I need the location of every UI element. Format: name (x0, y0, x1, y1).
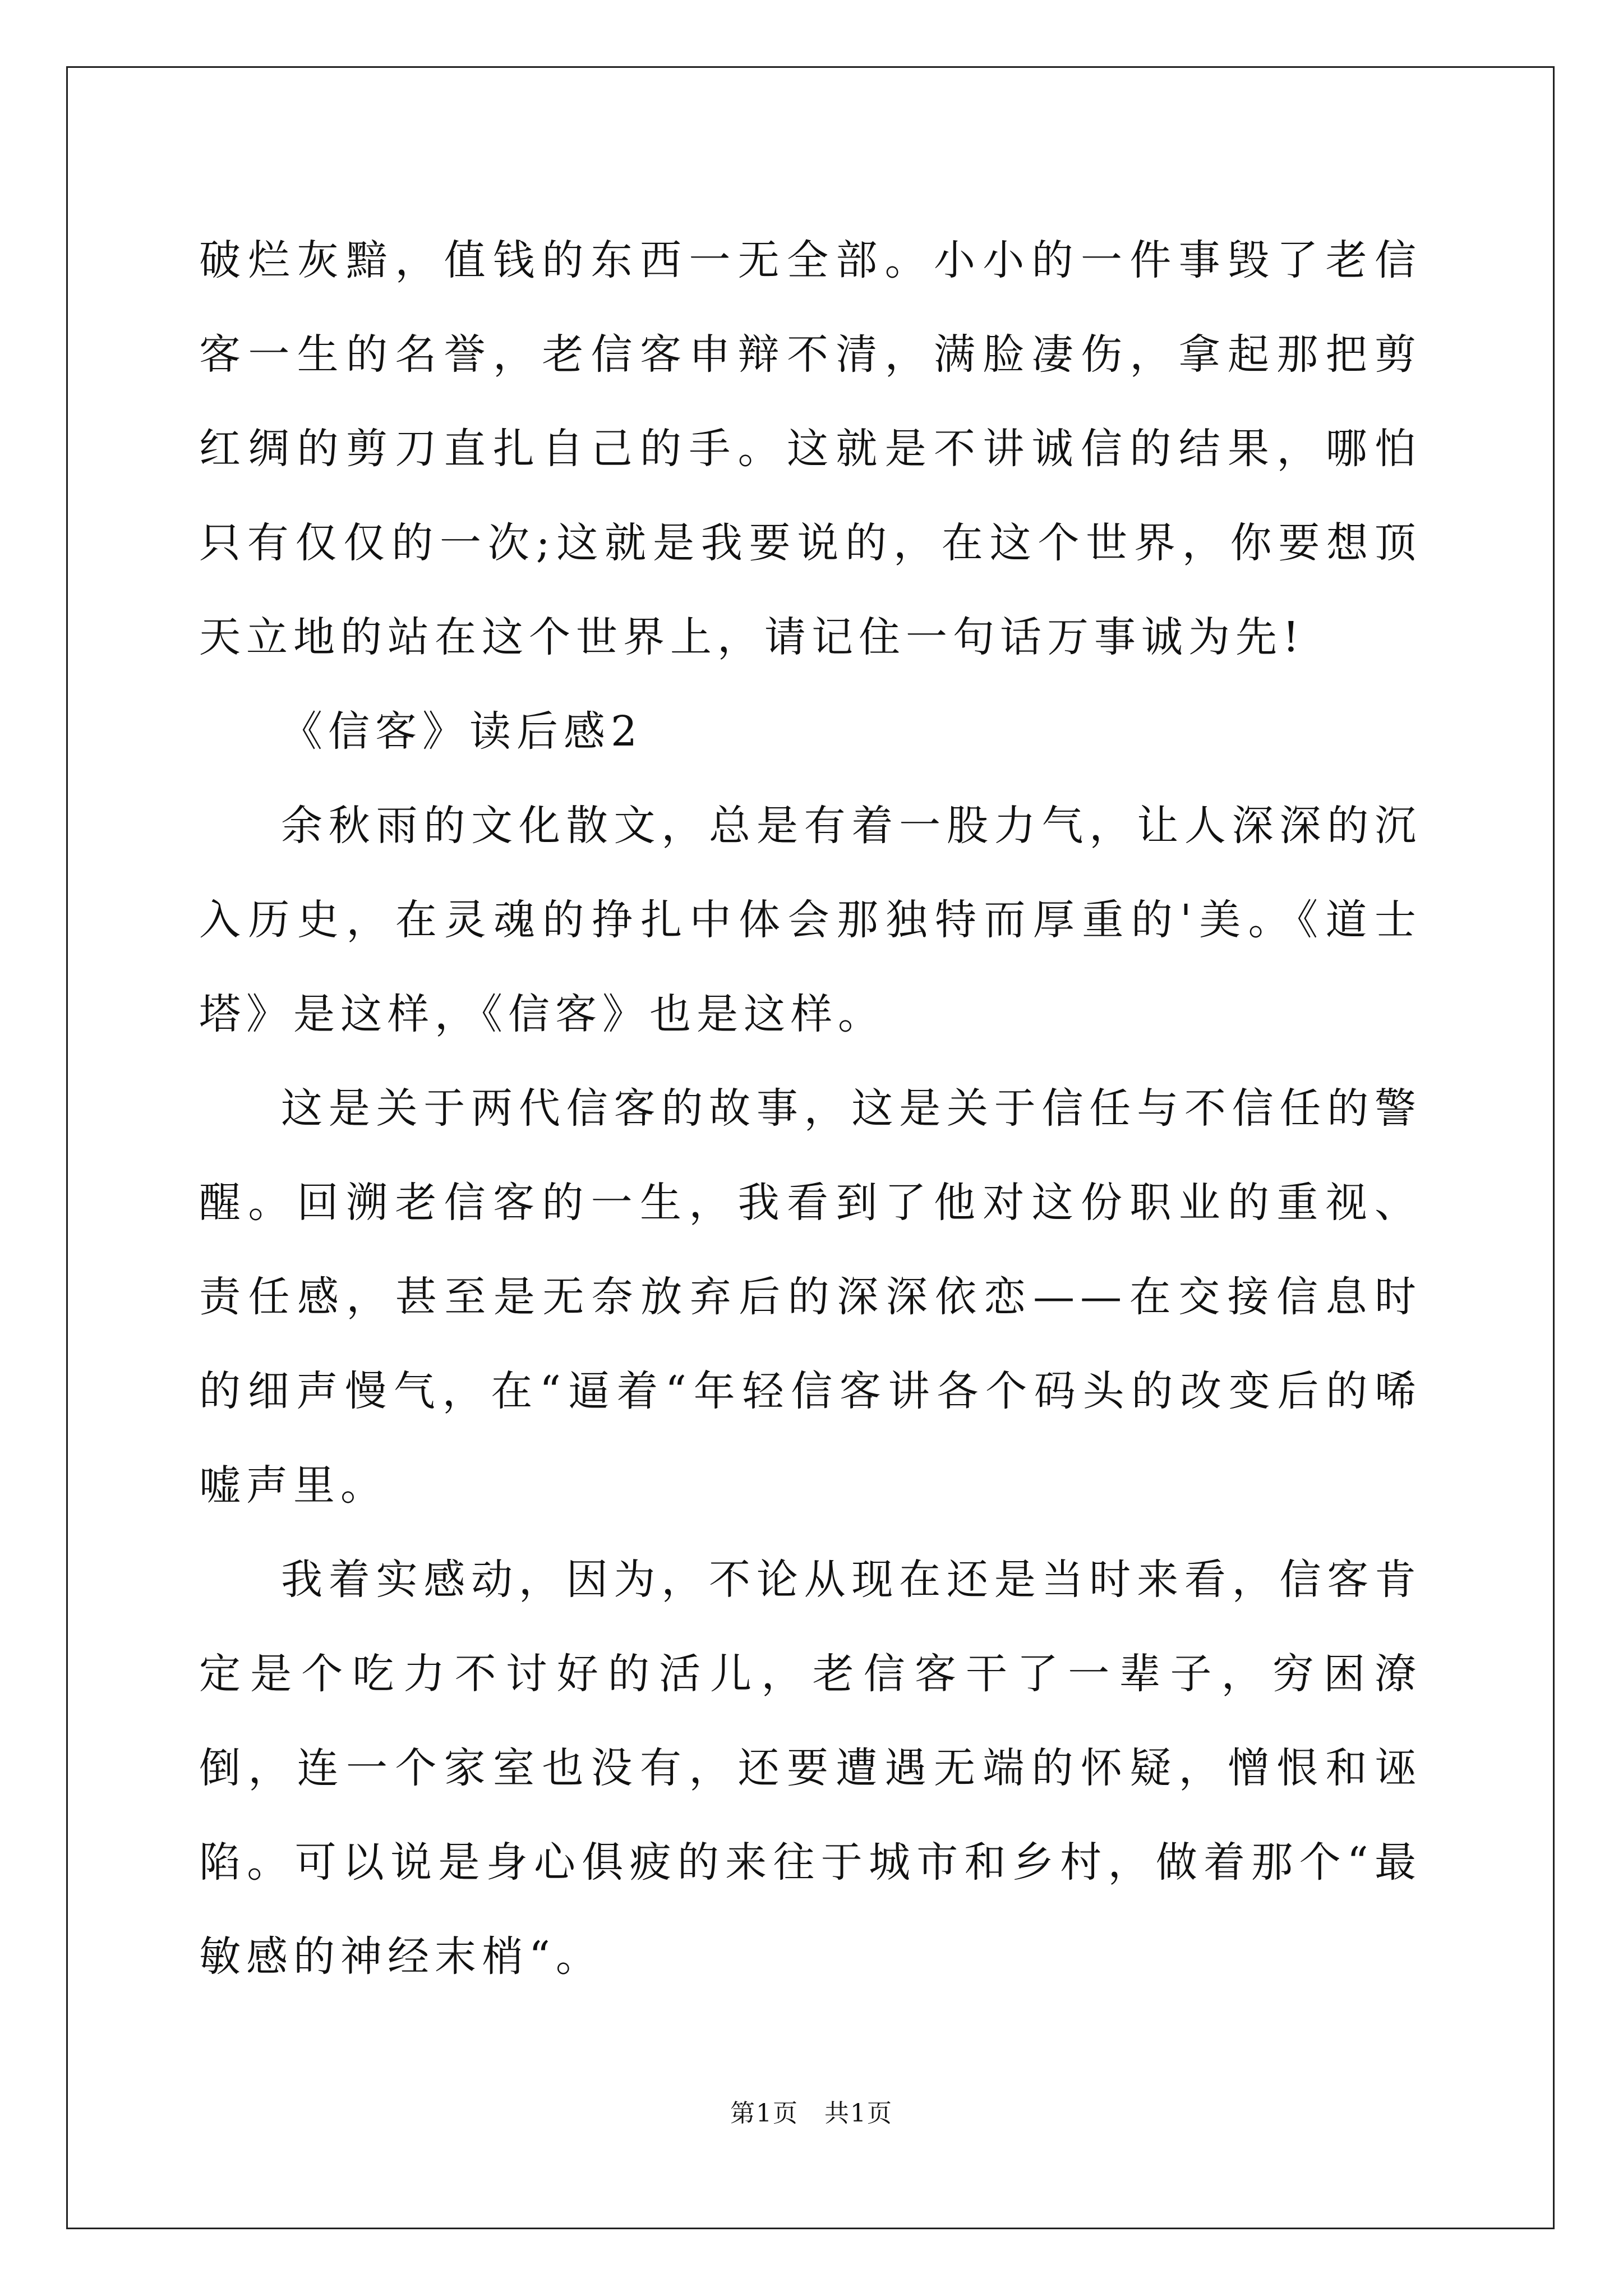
paragraph: 这是关于两代信客的故事，这是关于信任与不信任的警醒。回溯老信客的一生，我看到了他对这份职业的重视、责任感，甚至是无奈放弃后的深深依恋——在交接信息时的细声慢气，在“逼着“年轻信客讲各个码头的改变后的唏嘘声里。 (199, 1084, 1422, 1510)
page-number-footer: 第1页 共1页 (730, 2099, 893, 2128)
paragraph: 我着实感动，因为，不论从现在还是当时来看，信客肯定是个吃力不讨好的活儿，老信客干了一辈子，穷困潦倒，连一个家室也没有，还要遭遇无端的怀疑，憎恨和诬陷。可以说是身心俱疲的来往于城市和乡村，做着那个“最敏感的神经末梢“。 (199, 1556, 1422, 1981)
paragraph-continuation: 破烂灰黯，值钱的东西一无全部。小小的一件事毁了老信客一生的名誉，老信客申辩不清，满脸凄伤，拿起那把剪红绸的剪刀直扎自己的手。这就是不讲诚信的结果，哪怕只有仅仅的一次;这就是我要说的，在这个世界，你要想顶天立地的站在这个世界上，请记住一句话万事诚为先! (199, 236, 1422, 661)
document-body (199, 213, 1422, 2004)
section-title: 《信客》读后感2 (281, 707, 643, 756)
paragraph: 余秋雨的文化散文，总是有着一股力气，让人深深的沉入历史，在灵魂的挣扎中体会那独特而厚重的'美。《道士塔》是这样，《信客》也是这样。 (199, 802, 1422, 1038)
